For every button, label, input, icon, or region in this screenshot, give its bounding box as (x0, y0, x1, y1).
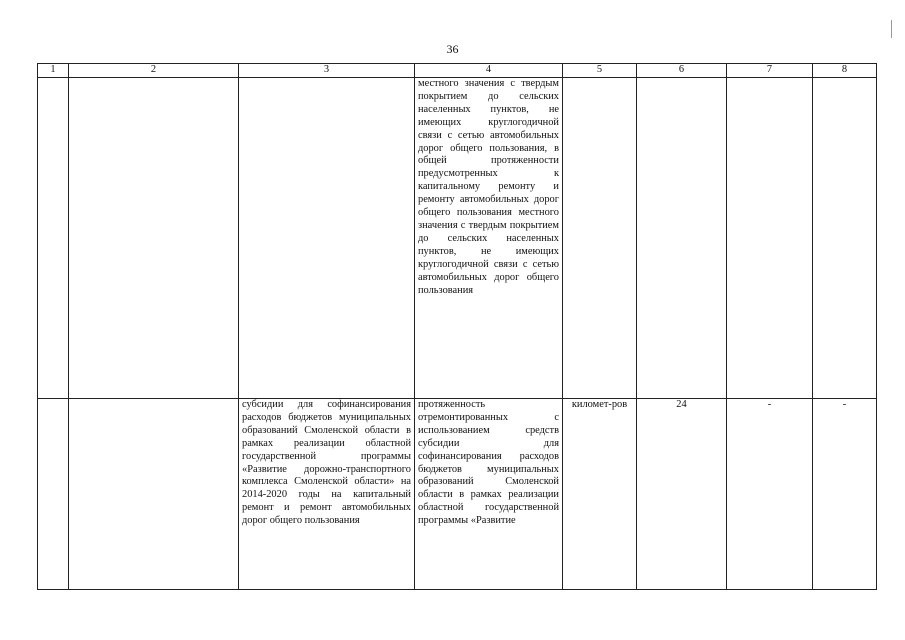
header-col-2: 2 (69, 64, 239, 78)
cell-value-3: - (813, 399, 877, 590)
header-col-1: 1 (38, 64, 69, 78)
cell-col-1 (38, 399, 69, 590)
data-table (37, 63, 877, 590)
header-col-5: 5 (563, 64, 637, 78)
header-col-8: 8 (813, 64, 877, 78)
page-number: 36 (446, 42, 459, 56)
scan-edge-mark (891, 20, 892, 38)
cell-col-2 (69, 399, 239, 590)
cell-col-3 (239, 78, 415, 399)
cell-col-8 (813, 78, 877, 399)
cell-measure-text: субсидии для софинансирования расходов бюджетов муниципальных образований Смоленской области в рамках реализации областной государственной программы «Развитие дорожно-транспортного комплекса Смоленской области» на 2014-2020 годы на капитальный ремонт и ремонт автомобильных дорог общего пользования (239, 399, 415, 590)
header-row (38, 64, 877, 78)
cell-col-5 (563, 78, 637, 399)
cell-col-7 (727, 78, 813, 399)
header-col-7: 7 (727, 64, 813, 78)
header-col-6: 6 (637, 64, 727, 78)
cell-indicator-text: протяженность отремонтированных с использованием средств субсидии для софинансирования расходов бюджетов муниципальных образований Смоленской области в рамках реализации областной государственной программы «Развитие (415, 399, 563, 590)
header-col-4: 4 (415, 64, 563, 78)
cell-unit: километ-ров (563, 399, 637, 590)
cell-col-6 (637, 78, 727, 399)
cell-value: 24 (637, 399, 727, 590)
cell-col-2 (69, 78, 239, 399)
cell-col-1 (38, 78, 69, 399)
table-row (38, 399, 877, 590)
cell-indicator-text: местного значения с твердым покрытием до сельских населенных пунктов, не имеющих круглогодичной связи с сетью автомобильных дорог общего пользования, в общей протяженности предусмотренных к капитальному ремонту и ремонту автомобильных дорог общего пользования местного значения с твердым покрытием до сельских населенных пунктов, не имеющих круглогодичной связи с сетью автомобильных дорог общего пользования (415, 78, 563, 399)
table-row (38, 78, 877, 399)
header-col-3: 3 (239, 64, 415, 78)
cell-value-2: - (727, 399, 813, 590)
